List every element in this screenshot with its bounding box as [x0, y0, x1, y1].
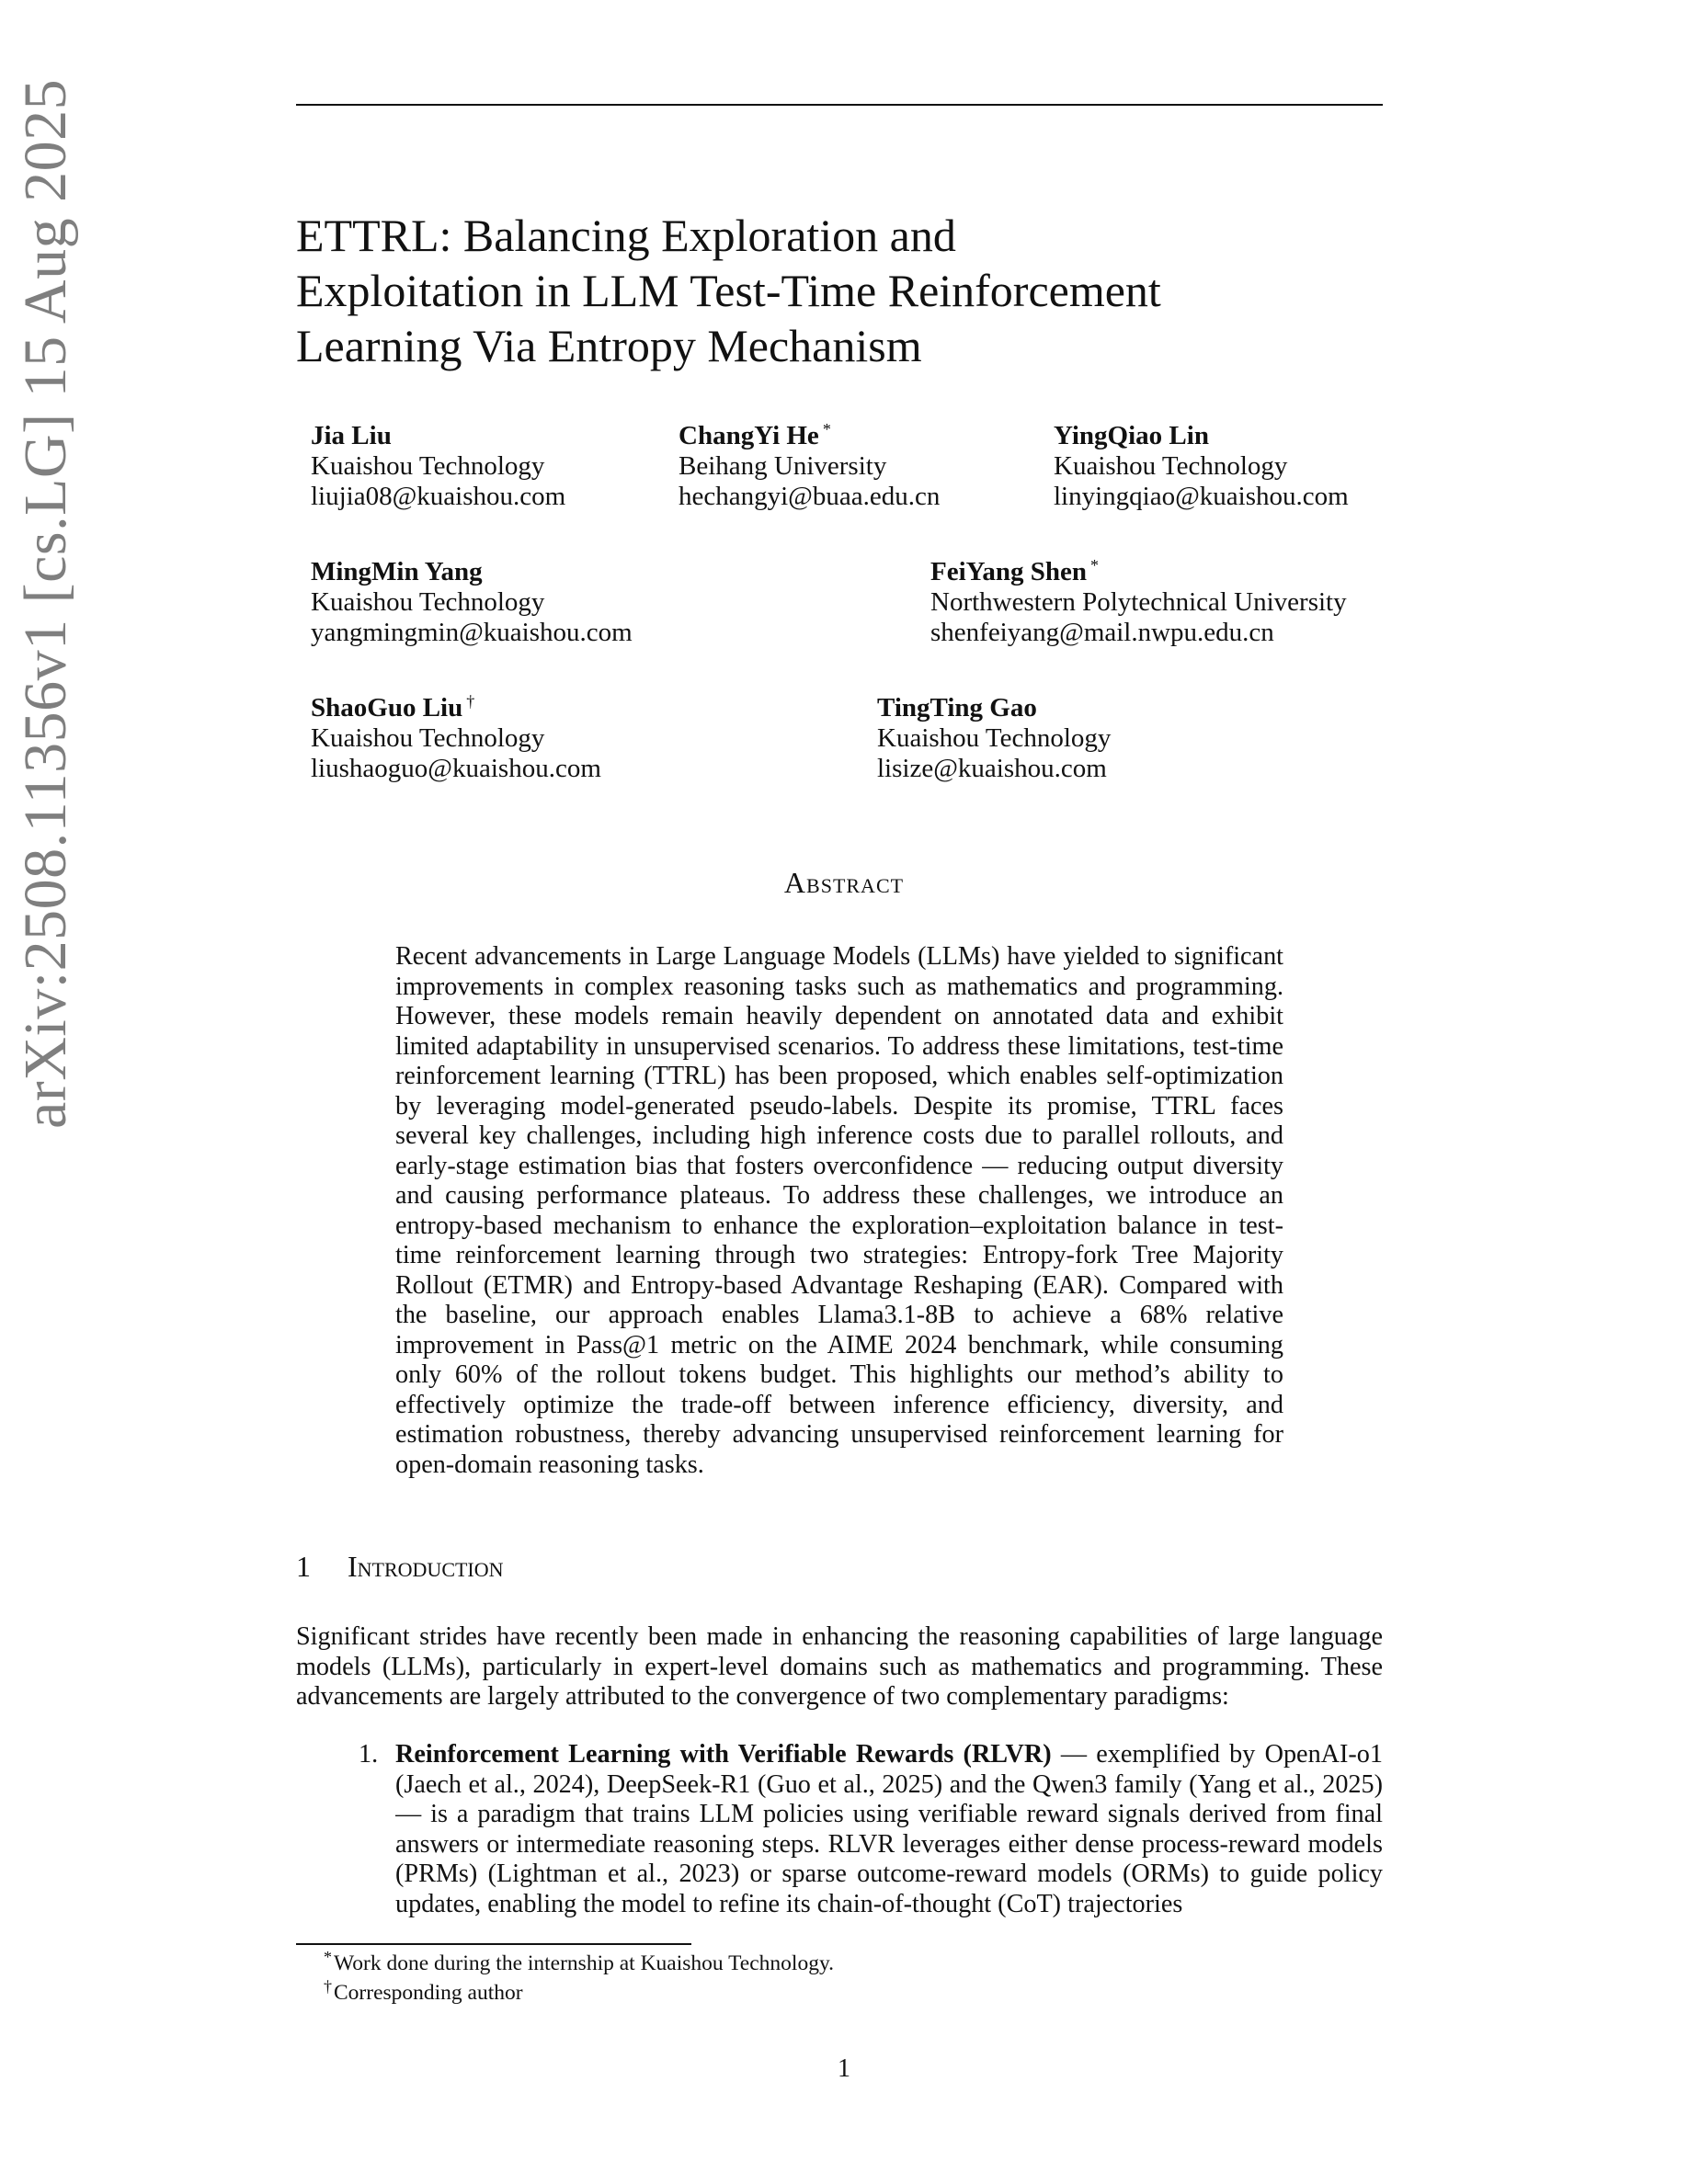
- title-line: Learning Via Entropy Mechanism: [296, 320, 922, 371]
- author-name: [930, 557, 1347, 587]
- author-block: [679, 421, 940, 512]
- author-block: [311, 421, 565, 512]
- section-heading-introduction: [296, 1548, 504, 1585]
- author-affiliation: Kuaishou Technology: [311, 451, 545, 481]
- section-title: Introduction: [348, 1550, 504, 1583]
- author-name: [1054, 421, 1349, 451]
- footnotes: [324, 1949, 834, 2008]
- author-block: [311, 693, 601, 784]
- author-footnote-mark: *: [822, 420, 831, 438]
- author-affiliation: Kuaishou Technology: [877, 723, 1112, 753]
- footnote-rule: [296, 1943, 691, 1945]
- list-marker: 1.: [359, 1740, 379, 1769]
- list-item-text: [395, 1740, 1383, 1919]
- author-affiliation: Northwestern Polytechnical University: [930, 587, 1347, 617]
- author-name: [877, 693, 1111, 723]
- author-name-text: TingTing Gao: [877, 693, 1037, 722]
- author-block: [311, 557, 633, 648]
- author-footnote-mark: *: [1090, 556, 1100, 574]
- author-name: [311, 421, 565, 451]
- author-footnote-mark: †: [466, 692, 475, 711]
- author-name-text: FeiYang Shen: [930, 557, 1088, 586]
- author-name-text: MingMin Yang: [311, 557, 483, 586]
- footnote: [324, 1978, 834, 2008]
- title-line: Exploitation in LLM Test-Time Reinforcement: [296, 265, 1161, 316]
- author-block: [1054, 421, 1349, 512]
- footnote-text: Corresponding author: [334, 1981, 523, 2005]
- title-line: ETTRL: Balancing Exploration and: [296, 210, 956, 261]
- author-email: lisize@kuaishou.com: [877, 754, 1107, 783]
- section-number: 1: [296, 1550, 311, 1583]
- author-affiliation: Kuaishou Technology: [311, 587, 545, 617]
- list-item-bold-term: Reinforcement Learning with Verifiable Rewards (RLVR): [395, 1740, 1052, 1769]
- introduction-paragraph: Significant strides have recently been made in enhancing the reasoning capabilities of large language models (LLMs), particularly in expert-level domains such as mathematics and programming. These advancements are largely attributed to the convergence of two complementary paradigms:: [296, 1622, 1383, 1711]
- footnote-text: Work done during the internship at Kuaishou Technology.: [334, 1951, 835, 1975]
- author-name-text: ChangYi He: [679, 421, 819, 450]
- footnote-mark: *: [324, 1948, 332, 1966]
- list-item-body: — exemplified by OpenAI-o1 (Jaech et al., 2024), DeepSeek-R1 (Guo et al., 2025) and the Qwen3 family (Yang et al., 2025) — is a paradigm that trains LLM policies using verifiable reward signals derived from final answers or intermediate reasoning steps. RLVR leverages either dense process-reward models (PRMs) (Lightman et al., 2023) or sparse outcome-reward models (ORMs) to guide policy updates, enabling the model to refine its chain-of-thought (CoT) trajectories: [395, 1740, 1383, 1918]
- list-item: [296, 1740, 1383, 1919]
- author-email: shenfeiyang@mail.nwpu.edu.cn: [930, 618, 1274, 647]
- author-name: [311, 557, 633, 587]
- author-name: [311, 693, 601, 723]
- author-email: liushaoguo@kuaishou.com: [311, 754, 601, 783]
- footnote-mark: †: [324, 1977, 332, 1996]
- author-email: liujia08@kuaishou.com: [311, 482, 566, 511]
- abstract-text: Recent advancements in Large Language Models (LLMs) have yielded to significant improvements in complex reasoning tasks such as mathematics and programming. However, these models remain heavily dependent on annotated data and exhibit limited adaptability in unsupervised scenarios. To address these limitations, test-time reinforcement learning (TTRL) has been proposed, which enables self-optimization by leveraging model-generated pseudo-labels. Despite its promise, TTRL faces several key challenges, including high inference costs due to parallel rollouts, and early-stage estimation bias that fosters overconfidence — reducing output diversity and causing performance plateaus. To address these challenges, we introduce an entropy-based mechanism to enhance the exploration–exploitation balance in test-time reinforcement learning through two strategies: Entropy-fork Tree Majority Rollout (ETMR) and Entropy-based Advantage Reshaping (EAR). Compared with the baseline, our approach enables Llama3.1-8B to achieve a 68% relative improvement in Pass@1 metric on the AIME 2024 benchmark, while consuming only 60% of the rollout tokens budget. This highlights our method’s ability to effectively optimize the trade-off between inference efficiency, diversity, and estimation robustness, thereby advancing unsupervised reinforcement learning for open-domain reasoning tasks.: [395, 942, 1283, 1479]
- author-name-text: ShaoGuo Liu: [311, 693, 463, 722]
- author-name-text: YingQiao Lin: [1054, 421, 1209, 450]
- paper-title: [296, 208, 1418, 373]
- abstract-heading-text: Abstract: [783, 866, 905, 899]
- abstract-heading: [0, 864, 1688, 901]
- author-email: linyingqiao@kuaishou.com: [1054, 482, 1349, 511]
- author-email: yangmingmin@kuaishou.com: [311, 618, 633, 647]
- header-rule: [296, 104, 1383, 106]
- arxiv-identifier: arXiv:2508.11356v1 [cs.LG] 15 Aug 2025: [12, 78, 79, 1129]
- author-block: [930, 557, 1347, 648]
- author-name: [679, 421, 940, 451]
- author-email: hechangyi@buaa.edu.cn: [679, 482, 941, 511]
- author-affiliation: Kuaishou Technology: [311, 723, 545, 753]
- author-affiliation: Kuaishou Technology: [1054, 451, 1288, 481]
- footnote: [324, 1949, 834, 1978]
- author-block: [877, 693, 1111, 784]
- author-name-text: Jia Liu: [311, 421, 392, 450]
- author-affiliation: Beihang University: [679, 451, 887, 481]
- page-number: 1: [838, 2054, 850, 2083]
